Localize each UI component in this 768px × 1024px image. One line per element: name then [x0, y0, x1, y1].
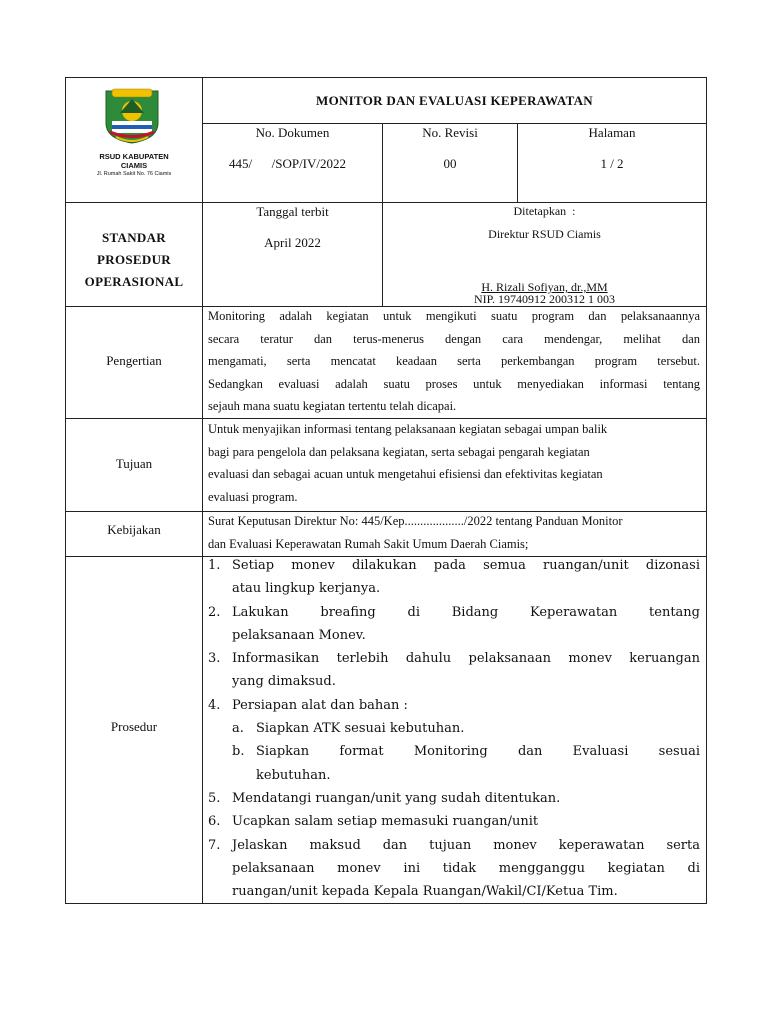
item-line: atau lingkup kerjanya.: [232, 581, 381, 597]
prosedur-label: Prosedur: [110, 719, 158, 734]
item-letter: a.: [232, 721, 244, 737]
ditetapkan-label: Ditetapkan :: [513, 204, 576, 218]
pengertian-line: Sedangkan evaluasi adalah suatu proses untuk menyediakan informasi tentang: [208, 376, 700, 391]
hospital-name-line2: CIAMIS: [120, 161, 148, 170]
tanggal-terbit-label: Tanggal terbit: [256, 204, 329, 219]
kebijakan-text: [208, 510, 700, 555]
item-line: yang dimaksud.: [232, 674, 336, 690]
item-number: 6.: [208, 814, 221, 830]
document-title: MONITOR DAN EVALUASI KEPERAWATAN: [316, 93, 593, 108]
prosedur-item: [208, 647, 700, 694]
pengertian-line: sejauh mana suatu kegiatan tertentu telah dicapai.: [208, 399, 457, 414]
kebijakan-label: Kebijakan: [107, 522, 161, 537]
item-letter: b.: [232, 744, 245, 760]
item-line: pelaksanaan monev ini tidak mengganggu kegiatan di: [232, 860, 700, 876]
item-line: Mendatangi ruangan/unit yang sudah ditentukan.: [232, 790, 561, 806]
pengertian-label: Pengertian: [106, 353, 162, 368]
hospital-address: Jl. Rumah Sakit No. 76 Ciamis: [96, 171, 172, 177]
no-dokumen-label: No. Dokumen: [255, 125, 330, 140]
tujuan-line: evaluasi dan sebagai acuan untuk mengetahui efisiensi dan efektivitas kegiatan: [208, 467, 603, 482]
item-line: kebutuhan.: [256, 767, 331, 783]
halaman-value: 1 / 2: [600, 156, 624, 171]
pengertian-text: [208, 305, 700, 418]
ditetapkan-by: Direktur RSUD Ciamis: [488, 227, 601, 241]
tanggal-terbit-value: April 2022: [264, 235, 321, 250]
prosedur-item: [208, 787, 700, 810]
item-number: 4.: [208, 697, 221, 713]
item-line: Jelaskan maksud dan tujuan monev keperawatan serta: [232, 837, 700, 853]
no-revisi-label: No. Revisi: [422, 125, 478, 140]
kebijakan-line: Surat Keputusan Direktur No: 445/Kep.................../2022 tentang Panduan Monitor: [208, 514, 623, 528]
prosedur-item: [208, 694, 700, 717]
item-line: ruangan/unit kepada Kepala Ruangan/Wakil/CI/Ketua Tim.: [232, 884, 618, 900]
item-line: Ucapkan salam setiap memasuki ruangan/unit: [232, 814, 539, 830]
item-number: 1.: [208, 558, 221, 573]
no-revisi-value: 00: [443, 156, 457, 171]
item-line: Setiap monev dilakukan pada semua ruangan/unit dizonasi: [232, 558, 700, 573]
prosedur-item: [208, 834, 700, 904]
halaman-label: Halaman: [588, 125, 636, 140]
kebijakan-line: dan Evaluasi Keperawatan Rumah Sakit Umum Daerah Ciamis;: [208, 536, 529, 551]
signer-nip: NIP. 19740912 200312 1 003: [473, 292, 615, 306]
pengertian-line: Monitoring adalah kegiatan untuk mengikuti suatu program dan pelaksanaannya: [208, 309, 700, 323]
hospital-logo: [102, 87, 162, 145]
pengertian-line: mengamati, serta mencatat keadaan serta perkembangan program tersebut.: [208, 354, 700, 369]
rsud-ciamis-emblem-icon: [102, 87, 162, 145]
pengertian-line: secara teratur dan terus-menerus dengan cara mendengar, melihat dan: [208, 331, 700, 346]
item-line: Persiapan alat dan bahan :: [232, 697, 408, 713]
sop-label-line2: PROSEDUR: [97, 252, 171, 267]
item-line: Siapkan ATK sesuai kebutuhan.: [256, 721, 465, 737]
sop-label-line3: OPERASIONAL: [84, 274, 184, 289]
item-number: 3.: [208, 651, 221, 667]
prosedur-list: [208, 554, 700, 903]
signer-name: H. Rizali Sofiyan, dr.,MM: [481, 280, 608, 294]
tujuan-label: Tujuan: [115, 456, 153, 471]
item-line: Informasikan terlebih dahulu pelaksanaan monev keruangan: [232, 651, 700, 667]
tujuan-text: [208, 418, 700, 508]
item-line: Siapkan format Monitoring dan Evaluasi sesuai: [256, 744, 700, 760]
tujuan-line: evaluasi program.: [208, 489, 298, 504]
tujuan-line: bagi para pengelola dan pelaksana kegiatan, serta sebagai pengarah kegiatan: [208, 444, 590, 459]
prosedur-item: [208, 554, 700, 601]
hospital-name-line1: RSUD KABUPATEN: [99, 152, 169, 161]
no-dokumen-value: 445/ /SOP/IV/2022: [229, 156, 347, 171]
item-number: 2.: [208, 604, 221, 620]
item-line: Lakukan breafing di Bidang Keperawatan tentang: [232, 604, 700, 620]
prosedur-subitem: [208, 717, 700, 740]
item-number: 7.: [208, 837, 221, 853]
prosedur-item: [208, 601, 700, 648]
prosedur-item: [208, 810, 700, 833]
prosedur-subitem: [208, 740, 700, 787]
item-line: pelaksanaan Monev.: [232, 627, 366, 643]
item-number: 5.: [208, 790, 221, 806]
tujuan-line: Untuk menyajikan informasi tentang pelaksanaan kegiatan sebagai umpan balik: [208, 422, 608, 436]
sop-label-line1: STANDAR: [102, 230, 166, 245]
